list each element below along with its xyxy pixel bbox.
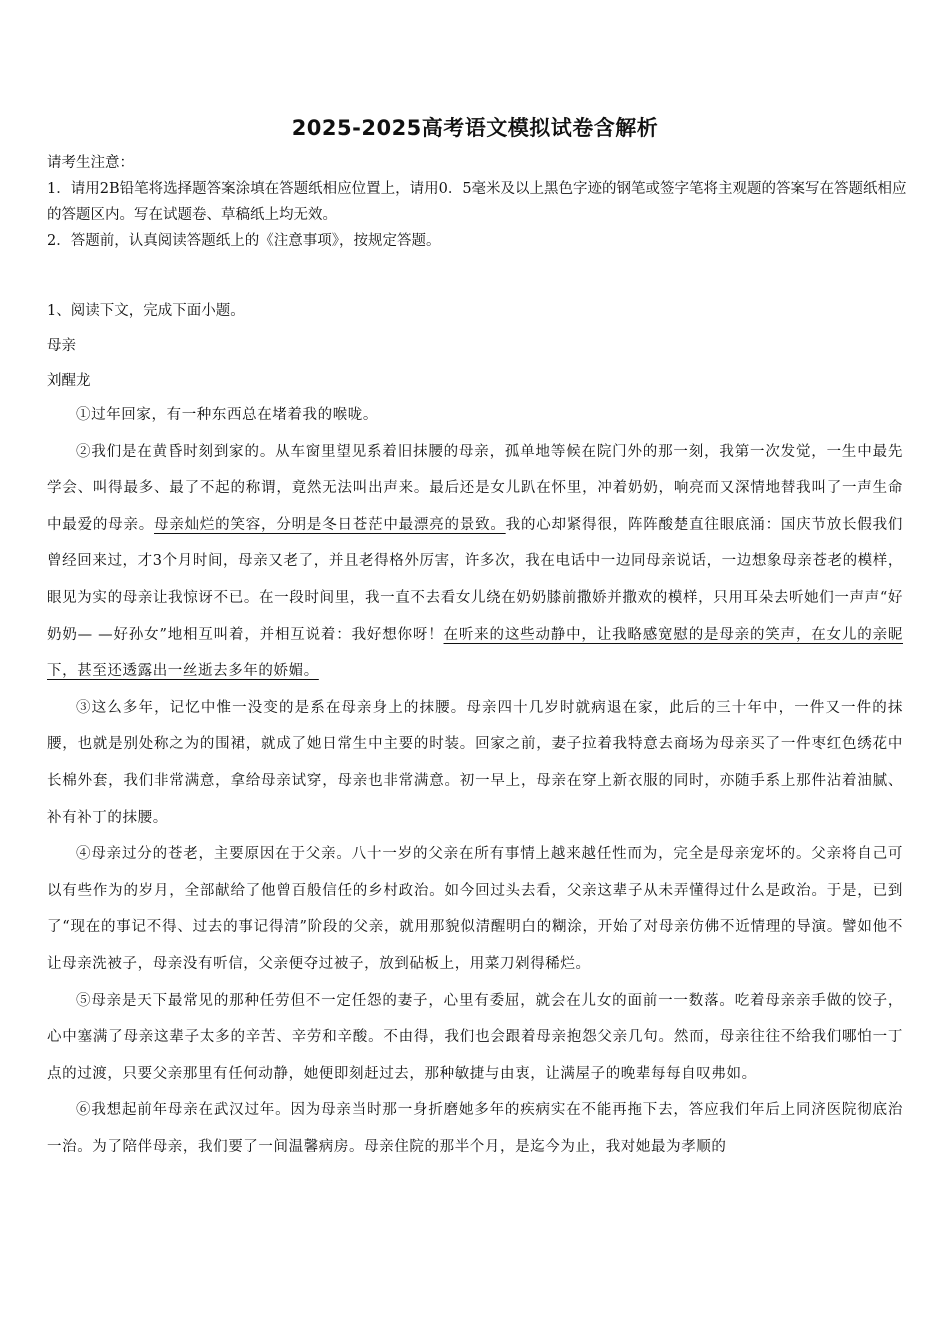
paragraph-5: ⑤母亲是天下最常见的那种任劳但不一定任怨的妻子，心里有委屈，就会在儿女的面前一一数落。吃着母亲亲手做的饺子，心中塞满了母亲这辈子太多的辛苦、辛劳和辛酸。不由得，我们也会跟着母亲抱怨父亲几句。然而，母亲往往不给我们哪怕一丁点的过渡，只要父亲那里有任何动静，她便即刻赶过去，那种敏捷与由衷，让满屋子的晚辈每每自叹弗如。 (47, 992, 903, 1082)
passage-title: 母亲 (47, 338, 76, 354)
document-title: 2025-2025高考语文模拟试卷含解析 (291, 116, 659, 140)
paragraph-1: ①过年回家，有一种东西总在堵着我的喉咙。 (76, 407, 378, 423)
passage-body (47, 397, 903, 1165)
underlined-sentence-2: 在听来的这些动静中，让我略感宽慰的是母亲的笑声，在女儿的亲昵下，甚至还透露出一丝逝去多年的娇媚。 (47, 626, 903, 680)
paragraph-3: ③这么多年，记忆中惟一没变的是系在母亲身上的抹腰。母亲四十几岁时就病退在家，此后的三十年中，一件又一件的抹腰，也就是别处称之为的围裙，就成了她日常生中主要的时装。回家之前，妻子拉着我特意去商场为母亲买了一件枣红色绣花中长棉外套，我们非常满意，拿给母亲试穿，母亲也非常满意。初一早上，母亲在穿上新衣服的同时，亦随手系上那件沾着油腻、补有补丁的抹腰。 (47, 699, 903, 826)
paragraph-6: ⑥我想起前年母亲在武汉过年。因为母亲当时那一身折磨她多年的疾病实在不能再拖下去，答应我们年后上同济医院彻底治一治。为了陪伴母亲，我们要了一间温馨病房。母亲住院的那半个月，是迄今为止，我对她最为孝顺的 (47, 1102, 903, 1155)
notice-item: 2．答题前，认真阅读答题纸上的《注意事项》，按规定答题。 (47, 233, 441, 249)
passage-author: 刘醒龙 (47, 373, 91, 389)
underlined-sentence-1: 母亲灿烂的笑容，分明是冬日苍茫中最漂亮的景致。 (154, 516, 506, 533)
paragraph-2-text-b: 我的心却紧得很，阵阵酸楚直往眼底涌：国庆节放长假我们曾经回来过，才3个月时间，母亲又老了，并且老得格外厉害，许多次，我在电话中一边同母亲说话，一边想象母亲苍老的模样，眼见为实的母亲让我惊讶不已。在一段时间里，我一直不去看女儿绕在奶奶膝前撒娇并撒欢的模样，只用耳朵去听她们一声声“好奶奶— —好孙女”地相互叫着，并相互说着：我好想你呀！ (47, 516, 903, 643)
notice-heading: 请考生注意： (47, 155, 134, 171)
paragraph-4: ④母亲过分的苍老，主要原因在于父亲。八十一岁的父亲在所有事情上越来越任性而为，完全是母亲宠坏的。父亲将自己可以有些作为的岁月，全部献给了他曾百般信任的乡村政治。如今回过头去看，父亲这辈子从未弄懂得过什么是政治。于是，已到了“现在的事记不得、过去的事记得清”阶段的父亲，就用那貌似清醒明白的糊涂，开始了对母亲仿佛不近情理的导演。譬如他不让母亲洗被子，母亲没有听信，父亲便夺过被子，放到砧板上，用菜刀剁得稀烂。 (47, 846, 903, 972)
question-instruction: 1、阅读下文，完成下面小题。 (47, 303, 245, 319)
exam-notice (47, 150, 907, 254)
paragraph-2-text-a: ②我们是在黄昏时刻到家的。从车窗里望见系着旧抹腰的母亲，孤单地等候在院门外的那一刻，我第一次发觉，一生中最先学会、叫得最多、最了不起的称谓，竟然无法叫出声来。最后还是女儿趴在怀里，冲着奶奶，响亮而又深情地替我叫了一声生命中最爱的母亲。 (47, 443, 903, 533)
notice-item: 1．请用2B铅笔将选择题答案涂填在答题纸相应位置上，请用0．5毫米及以上黑色字迹的钢笔或签字笔将主观题的答案写在答题纸相应的答题区内。写在试题卷、草稿纸上均无效。 (47, 181, 907, 223)
paragraph-2 (47, 434, 903, 690)
